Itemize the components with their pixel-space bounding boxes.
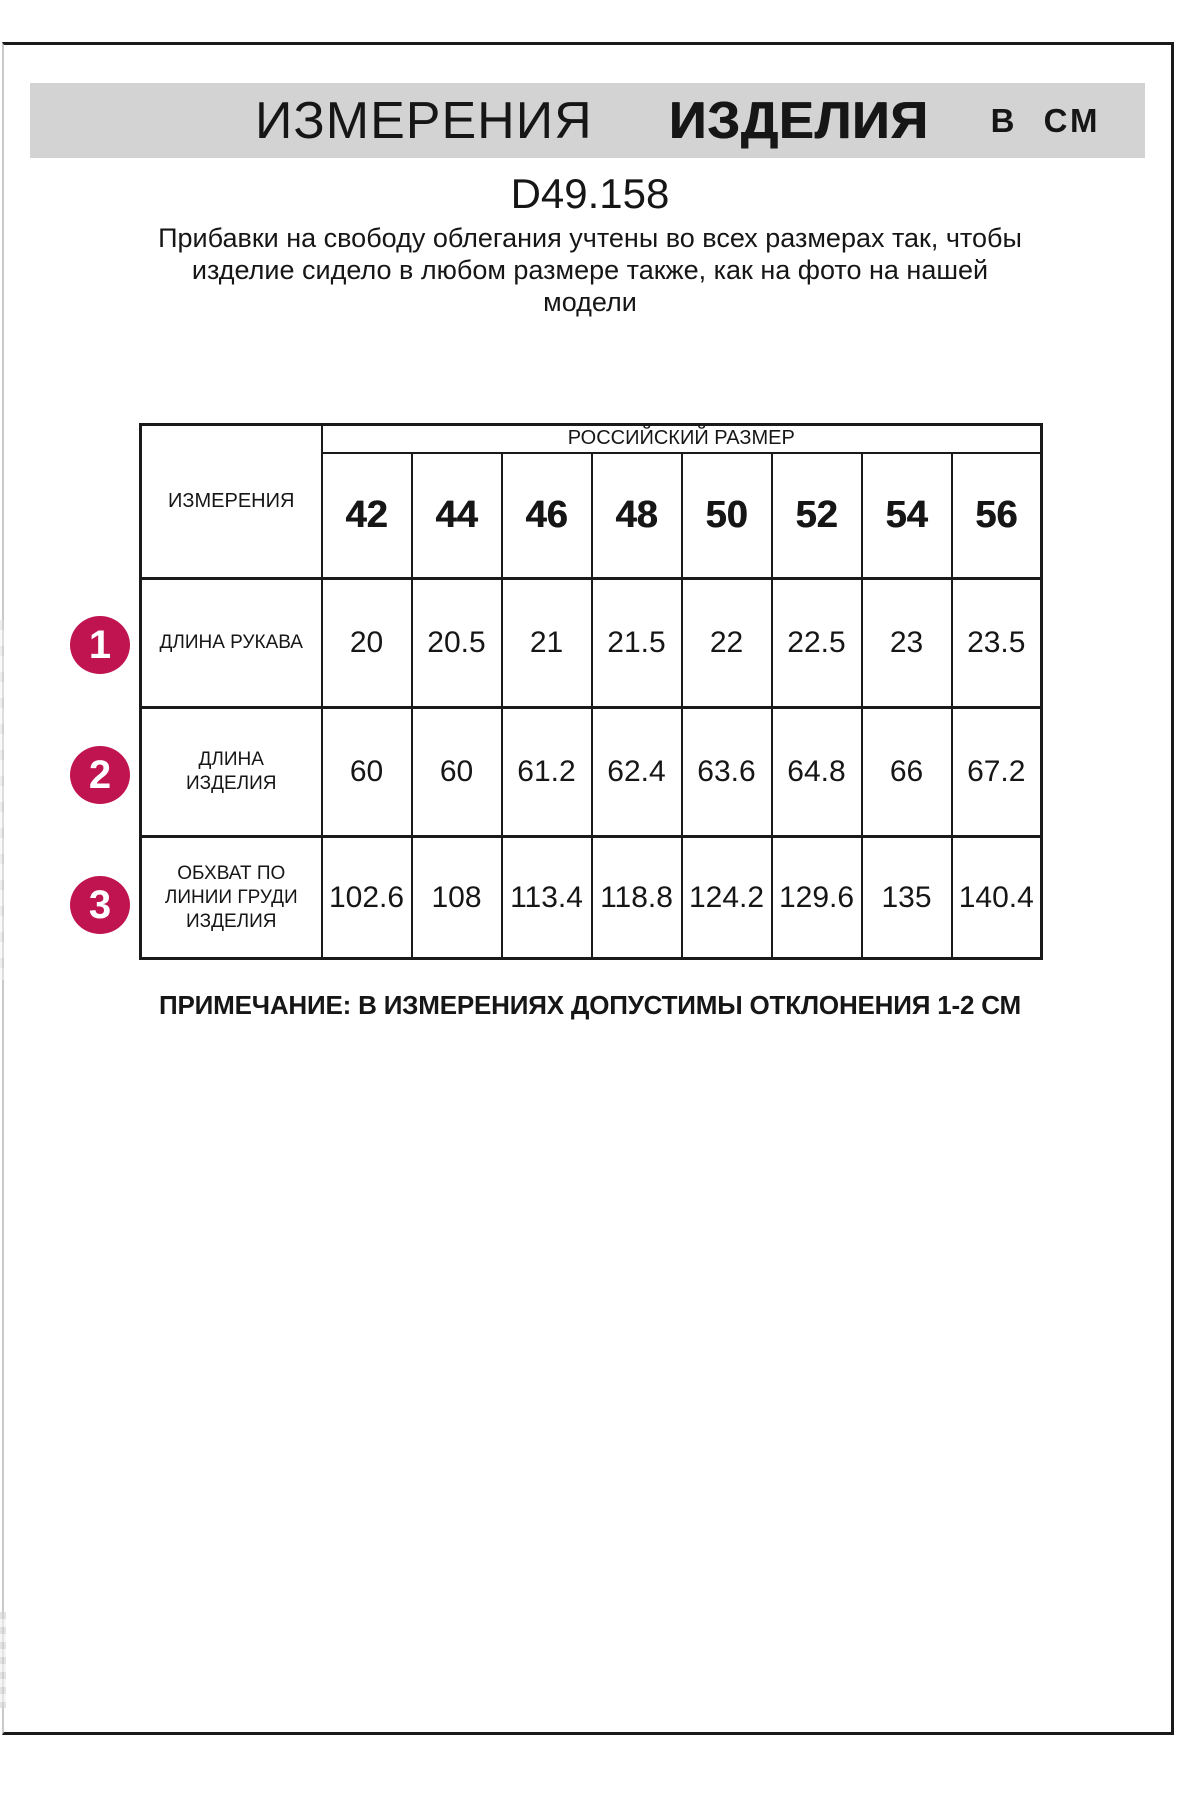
table-cell: 22.5 bbox=[772, 579, 862, 708]
table-cell: 67.2 bbox=[952, 708, 1042, 837]
size-header: 54 bbox=[862, 453, 952, 579]
table-cell: 140.4 bbox=[952, 837, 1042, 959]
size-header: 52 bbox=[772, 453, 862, 579]
description bbox=[0, 222, 1180, 318]
table-cell: 135 bbox=[862, 837, 952, 959]
title-bar bbox=[30, 83, 1145, 158]
row-label-line: ИЗДЕЛИЯ bbox=[185, 910, 277, 932]
table-cell: 66 bbox=[862, 708, 952, 837]
table-cell: 23 bbox=[862, 579, 952, 708]
size-header: 46 bbox=[502, 453, 592, 579]
size-table bbox=[139, 423, 1043, 960]
row-label-line: ОБХВАТ ПО bbox=[177, 862, 286, 884]
table-group-header: РОССИЙСКИЙ РАЗМЕР bbox=[322, 425, 1042, 453]
table-row bbox=[141, 579, 1042, 708]
product-code: D49.158 bbox=[510, 170, 670, 217]
row-number-badge: 2 bbox=[70, 746, 130, 804]
table-cell: 63.6 bbox=[682, 708, 772, 837]
table-cell: 20.5 bbox=[412, 579, 502, 708]
size-header: 44 bbox=[412, 453, 502, 579]
table-cell: 60 bbox=[412, 708, 502, 837]
table-cell: 20 bbox=[322, 579, 412, 708]
size-header: 48 bbox=[592, 453, 682, 579]
table-cell: 102.6 bbox=[322, 837, 412, 959]
table-cell: 64.8 bbox=[772, 708, 862, 837]
size-header: 42 bbox=[322, 453, 412, 579]
note: ПРИМЕЧАНИЕ: В ИЗМЕРЕНИЯХ ДОПУСТИМЫ ОТКЛОНЕНИЯ 1-2 СМ bbox=[159, 990, 1021, 1020]
description-line: Прибавки на свободу облегания учтены во всех размерах так, чтобы bbox=[158, 223, 1022, 253]
title-main: ИЗМЕРЕНИЯ bbox=[255, 91, 593, 150]
table-cell: 21 bbox=[502, 579, 592, 708]
table-cell: 129.6 bbox=[772, 837, 862, 959]
table-cell: 113.4 bbox=[502, 837, 592, 959]
table-cell: 22 bbox=[682, 579, 772, 708]
table-cell: 21.5 bbox=[592, 579, 682, 708]
row-label bbox=[141, 579, 322, 708]
table-cell: 62.4 bbox=[592, 708, 682, 837]
row-label-line: ДЛИНА bbox=[198, 749, 264, 770]
table-row bbox=[141, 837, 1042, 959]
size-header: 50 bbox=[682, 453, 772, 579]
scan-artifact bbox=[0, 620, 4, 980]
description-line: изделие сидело в любом размере также, как на фото на нашей bbox=[191, 255, 989, 285]
table-cell: 118.8 bbox=[592, 837, 682, 959]
description-line: модели bbox=[543, 287, 637, 317]
table-cell: 124.2 bbox=[682, 837, 772, 959]
size-header: 56 bbox=[952, 453, 1042, 579]
row-number-badge: 1 bbox=[70, 616, 130, 674]
row-label-line: ИЗДЕЛИЯ bbox=[185, 773, 277, 794]
table-cell: 60 bbox=[322, 708, 412, 837]
row-label bbox=[141, 837, 322, 959]
row-label-line: ЛИНИИ ГРУДИ bbox=[164, 886, 298, 908]
table-corner-header: ИЗМЕРЕНИЯ bbox=[141, 425, 322, 579]
table-cell: 108 bbox=[412, 837, 502, 959]
table-row bbox=[141, 708, 1042, 837]
title-unit: В СМ bbox=[990, 101, 1101, 139]
row-label-line: ДЛИНА РУКАВА bbox=[159, 632, 303, 653]
row-label bbox=[141, 708, 322, 837]
table-cell: 23.5 bbox=[952, 579, 1042, 708]
table-cell: 61.2 bbox=[502, 708, 592, 837]
scan-artifact bbox=[0, 1612, 6, 1708]
title-secondary: ИЗДЕЛИЯ bbox=[668, 91, 929, 150]
row-number-badge: 3 bbox=[70, 876, 130, 934]
